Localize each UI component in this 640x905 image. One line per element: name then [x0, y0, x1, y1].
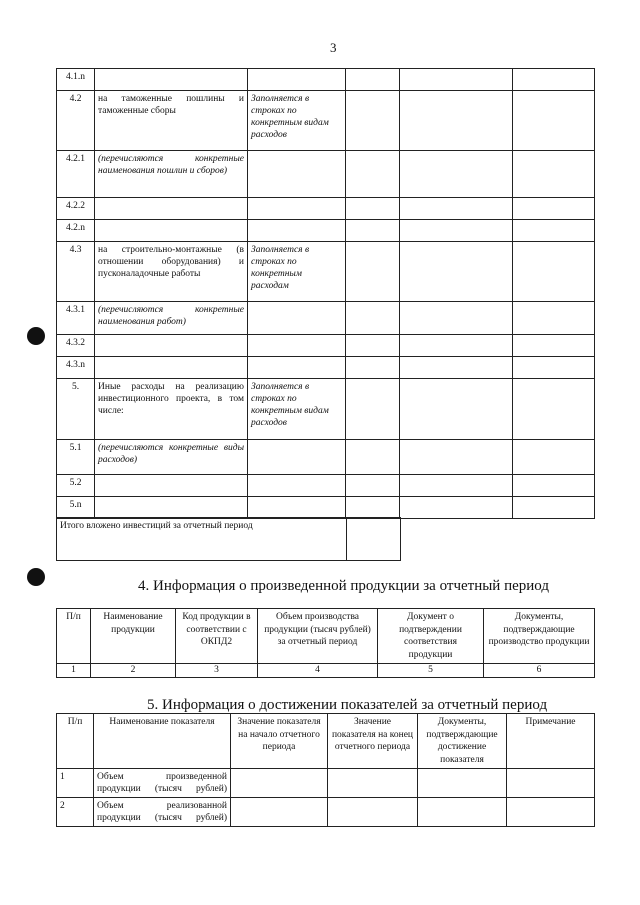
cell — [248, 220, 346, 242]
cell — [346, 91, 400, 151]
cell — [400, 497, 513, 519]
row-number: 4.2 — [57, 91, 95, 151]
expense-note: Заполняется в строках по конкретным видам расходов — [248, 91, 346, 151]
indicator-name: Объем произведенной продукции (тысяч рублей) — [94, 769, 231, 798]
cell — [328, 769, 418, 798]
cell — [346, 302, 400, 335]
row-number: 4.1.n — [57, 69, 95, 91]
cell — [95, 497, 248, 519]
expense-name: (перечисляются конкретные виды расходов) — [95, 440, 248, 475]
cell — [248, 302, 346, 335]
cell — [400, 69, 513, 91]
cell — [248, 475, 346, 497]
column-number: 2 — [91, 664, 176, 678]
cell — [346, 357, 400, 379]
cell — [346, 69, 400, 91]
cell — [346, 198, 400, 220]
cell — [418, 798, 507, 827]
total-label: Итого вложено инвестиций за отчетный период — [57, 518, 347, 561]
cell — [346, 335, 400, 357]
column-header: Значение показателя на начало отчетного периода — [231, 714, 328, 769]
table-header-row — [57, 714, 595, 769]
cell — [513, 497, 595, 519]
table-row — [57, 302, 595, 335]
column-header: П/п — [57, 714, 94, 769]
investment-total — [56, 517, 401, 561]
total-value — [347, 518, 401, 561]
cell — [346, 475, 400, 497]
cell — [248, 69, 346, 91]
column-number: 1 — [57, 664, 91, 678]
cell — [95, 69, 248, 91]
cell — [248, 357, 346, 379]
cell — [95, 198, 248, 220]
indicator-name: Объем реализованной продукции (тысяч рублей) — [94, 798, 231, 827]
indicators-table — [56, 713, 595, 827]
table-row — [57, 151, 595, 198]
cell — [507, 798, 595, 827]
cell — [400, 357, 513, 379]
cell — [328, 798, 418, 827]
cell — [513, 379, 595, 440]
cell — [418, 769, 507, 798]
cell — [400, 91, 513, 151]
cell — [346, 242, 400, 302]
cell — [507, 769, 595, 798]
cell — [231, 798, 328, 827]
column-header: Документы, подтверждающие производство продукции — [484, 609, 595, 664]
cell — [513, 151, 595, 198]
cell — [346, 220, 400, 242]
section-4-title: 4. Информация о произведенной продукции за отчетный период — [138, 578, 549, 594]
column-header: Значение показателя на конец отчетного периода — [328, 714, 418, 769]
row-number: 5.2 — [57, 475, 95, 497]
table-row — [57, 769, 595, 798]
cell — [400, 335, 513, 357]
cell — [95, 357, 248, 379]
column-header: П/п — [57, 609, 91, 664]
row-number: 4.3.1 — [57, 302, 95, 335]
cell — [400, 151, 513, 198]
table-row — [57, 475, 595, 497]
expense-name: Иные расходы на реализацию инвестиционного проекта, в том числе: — [95, 379, 248, 440]
punch-hole — [27, 327, 45, 345]
column-number: 5 — [378, 664, 484, 678]
cell — [400, 242, 513, 302]
row-number: 2 — [57, 798, 94, 827]
cell — [513, 198, 595, 220]
cell — [231, 769, 328, 798]
cell — [513, 335, 595, 357]
cell — [513, 475, 595, 497]
cell — [248, 198, 346, 220]
table-row — [57, 518, 401, 561]
column-number: 3 — [176, 664, 258, 678]
section-5-title: 5. Информация о достижении показателей за отчетный период — [147, 697, 548, 713]
cell — [248, 151, 346, 198]
expense-note: Заполняется в строках по конкретным расходам — [248, 242, 346, 302]
column-header: Примечание — [507, 714, 595, 769]
expense-name: (перечисляются конкретные наименования пошлин и сборов) — [95, 151, 248, 198]
cell — [346, 379, 400, 440]
cell — [346, 151, 400, 198]
column-header: Код продукции в соответствии с ОКПД2 — [176, 609, 258, 664]
row-number: 5.n — [57, 497, 95, 519]
row-number: 5.1 — [57, 440, 95, 475]
table-row — [57, 440, 595, 475]
cell — [400, 220, 513, 242]
cell — [513, 440, 595, 475]
column-header: Наименование показателя — [94, 714, 231, 769]
cell — [400, 475, 513, 497]
table-row — [57, 69, 595, 91]
column-header: Документ о подтверждении соответствия продукции — [378, 609, 484, 664]
page-number: 3 — [330, 40, 337, 55]
table-row — [57, 198, 595, 220]
cell — [346, 497, 400, 519]
cell — [95, 220, 248, 242]
column-header: Наименование продукции — [91, 609, 176, 664]
expense-name: на строительно-монтажные (в отношении оборудования) и пусконаладочные работы — [95, 242, 248, 302]
cell — [513, 69, 595, 91]
row-number: 4.2.2 — [57, 198, 95, 220]
expense-note: Заполняется в строках по конкретным видам расходов — [248, 379, 346, 440]
table-row — [57, 335, 595, 357]
cell — [248, 440, 346, 475]
row-number: 4.2.1 — [57, 151, 95, 198]
cell — [400, 440, 513, 475]
investment-table — [56, 68, 595, 519]
column-header: Документы, подтверждающие достижение показателя — [418, 714, 507, 769]
punch-hole — [27, 568, 45, 586]
column-number: 4 — [258, 664, 378, 678]
cell — [400, 302, 513, 335]
expense-name: на таможенные пошлины и таможенные сборы — [95, 91, 248, 151]
table-row — [57, 220, 595, 242]
table-row — [57, 497, 595, 519]
expense-name: (перечисляются конкретные наименования работ) — [95, 302, 248, 335]
row-number: 5. — [57, 379, 95, 440]
cell — [400, 379, 513, 440]
cell — [95, 475, 248, 497]
table-header-row — [57, 609, 595, 664]
cell — [95, 335, 248, 357]
table-row — [57, 798, 595, 827]
cell — [248, 497, 346, 519]
column-number: 6 — [484, 664, 595, 678]
cell — [513, 91, 595, 151]
cell — [400, 198, 513, 220]
cell — [513, 302, 595, 335]
column-number-row — [57, 664, 595, 678]
row-number: 4.3.n — [57, 357, 95, 379]
row-number: 4.2.n — [57, 220, 95, 242]
row-number: 4.3 — [57, 242, 95, 302]
column-header: Объем производства продукции (тысяч рублей) за отчетный период — [258, 609, 378, 664]
table-row — [57, 91, 595, 151]
table-row — [57, 379, 595, 440]
produced-products-table — [56, 608, 595, 678]
table-row — [57, 242, 595, 302]
cell — [513, 220, 595, 242]
row-number: 4.3.2 — [57, 335, 95, 357]
cell — [513, 242, 595, 302]
cell — [248, 335, 346, 357]
row-number: 1 — [57, 769, 94, 798]
cell — [346, 440, 400, 475]
cell — [513, 357, 595, 379]
table-row — [57, 357, 595, 379]
